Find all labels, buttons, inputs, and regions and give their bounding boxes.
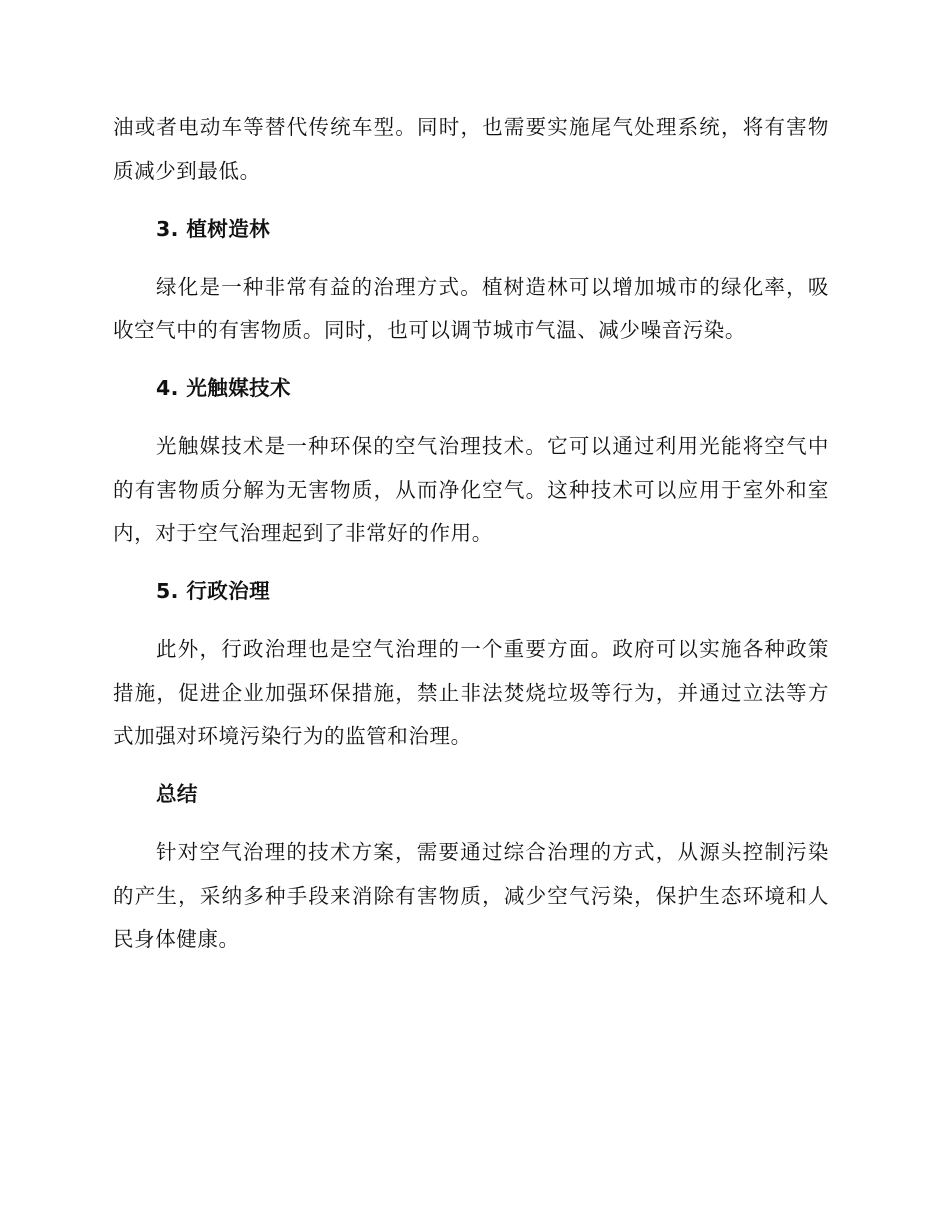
summary-paragraph: 针对空气治理的技术方案，需要通过综合治理的方式，从源头控制污染的产生，采纳多种手段来消除有害物质，减少空气污染，保护生态环境和人民身体健康。 <box>113 840 829 951</box>
summary-heading: 总结 <box>156 782 198 806</box>
document-page <box>113 106 829 962</box>
section-3-heading: 3. 植树造林 <box>156 216 270 241</box>
section-4-heading: 4. 光触媒技术 <box>156 376 291 400</box>
section-5-heading: 5. 行政治理 <box>156 579 270 603</box>
section-3-paragraph: 绿化是一种非常有益的治理方式。植树造林可以增加城市的绿化率，吸收空气中的有害物质。同时，也可以调节城市气温、减少噪音污染。 <box>113 274 829 342</box>
section-4-paragraph: 光触媒技术是一种环保的空气治理技术。它可以通过利用光能将空气中的有害物质分解为无害物质，从而净化空气。这种技术可以应用于室外和室内，对于空气治理起到了非常好的作用。 <box>113 434 829 545</box>
section-5-paragraph: 此外，行政治理也是空气治理的一个重要方面。政府可以实施各种政策措施，促进企业加强环保措施，禁止非法焚烧垃圾等行为，并通过立法等方式加强对环境污染行为的监管和治理。 <box>113 637 829 748</box>
intro-continuation-paragraph: 油或者电动车等替代传统车型。同时，也需要实施尾气处理系统，将有害物质减少到最低。 <box>113 115 829 183</box>
